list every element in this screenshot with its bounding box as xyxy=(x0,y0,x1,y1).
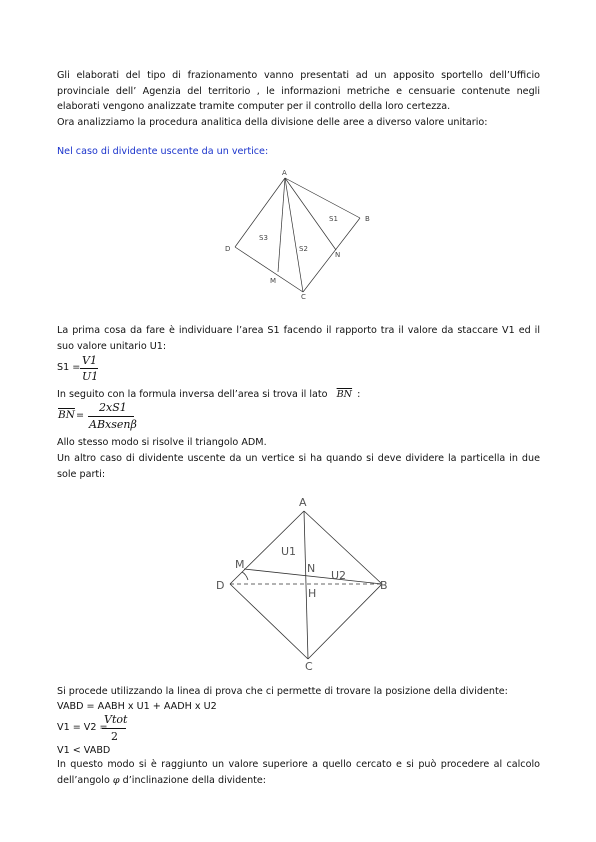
point-label-m: M xyxy=(235,558,245,571)
vertex-label-c: C xyxy=(301,293,306,300)
body-paragraph-s1: La prima cosa da fare è individuare l’area S1 facendo il rapporto tra il valore da staccare V1 ed il suo valore unitario U1: xyxy=(57,325,540,352)
conclusion-paragraph xyxy=(57,757,540,788)
vertex-label-d: D xyxy=(225,245,231,253)
inverse-formula-text xyxy=(57,388,360,402)
figure-vertex-division xyxy=(215,165,385,300)
edge-BC xyxy=(308,584,382,659)
point-label-n: N xyxy=(335,251,341,259)
inverse-formula-colon: : xyxy=(357,389,361,400)
inequality-line: V1 < VABD xyxy=(57,745,111,756)
phi-symbol: φ xyxy=(112,774,120,786)
vertex-label-d: D xyxy=(216,579,225,592)
vertex-label-b: B xyxy=(380,579,388,592)
formula-v1-v2-numerator: Vtot xyxy=(104,713,128,726)
area-label-s1: S1 xyxy=(329,215,338,223)
vertex-label-a: A xyxy=(299,496,307,509)
edge-BC xyxy=(303,218,360,292)
adm-sentence: Allo stesso modo si risolve il triangolo ADM. xyxy=(57,437,267,448)
inverse-formula-sentence: In seguito con la formula inversa dell’area si trova il lato xyxy=(57,389,328,400)
fraction-bar xyxy=(102,728,126,729)
point-label-n: N xyxy=(307,562,316,575)
vertex-label-a: A xyxy=(282,169,287,177)
intro-paragraph-2: Ora analizziamo la procedura analitica della divisione delle aree a diverso valore unitario: xyxy=(57,117,488,128)
formula-bn-numerator: 2xS1 xyxy=(99,401,127,414)
area-label-u1: U1 xyxy=(281,545,297,558)
line-AC xyxy=(285,178,303,292)
vertex-label-c: C xyxy=(305,660,313,672)
conclusion-sentence: In questo modo si è raggiunto un valore superiore a quello cercato e si può procedere al calcolo dell’angolo xyxy=(57,759,540,786)
line-AN xyxy=(285,178,336,250)
formula-bn-denominator: ABxsenβ xyxy=(89,418,137,431)
formula-bn-equals: = xyxy=(76,410,85,421)
two-parts-paragraph: Un altro caso di dividente uscente da un vertice si ha quando si deve dividere la particella in due sole parti: xyxy=(57,453,540,480)
test-line-paragraph: Si procede utilizzando la linea di prova che ci permette di trovare la posizione della dividente: xyxy=(57,686,508,697)
side-bn: $\overline{BN}$ xyxy=(336,389,353,400)
angle-arc xyxy=(242,572,248,580)
point-label-m: M xyxy=(270,277,277,285)
point-label-h: H xyxy=(308,587,317,600)
conclusion-sentence-end: d’inclinazione della dividente: xyxy=(122,774,267,786)
vertex-label-b: B xyxy=(365,215,370,223)
formula-vabd: VABD = AABH x U1 + AADH x U2 xyxy=(57,701,217,712)
intro-paragraph: Gli elaborati del tipo di frazionamento vanno presentati ad un apposito sportello dell’Ufficio provinciale dell’ Agenzia del territorio , le informazioni metriche e censuarie contenute negli elaborati vengono analizzate tramite computer per il controllo della loro certezza. xyxy=(57,70,540,113)
area-label-s2: S2 xyxy=(299,245,308,253)
formula-bn-lhs: $\overline{BN}$ xyxy=(58,409,75,421)
line-AM xyxy=(278,178,285,272)
area-label-u2: U2 xyxy=(331,569,347,582)
formula-s1-lhs: S1 = xyxy=(57,362,81,373)
figure-two-parts-division xyxy=(210,492,400,672)
area-label-s3: S3 xyxy=(259,234,268,242)
formula-s1-numerator: V1 xyxy=(82,354,97,367)
fraction-bar xyxy=(88,416,134,417)
edge-CD xyxy=(230,584,308,659)
formula-s1-denominator: U1 xyxy=(82,370,99,383)
formula-v1-v2-lhs: V1 = V2 = xyxy=(57,722,108,733)
formula-v1-v2-denominator: 2 xyxy=(111,730,118,743)
edge-DC xyxy=(235,247,303,292)
fraction-bar xyxy=(80,368,98,369)
diagonal-AC xyxy=(304,511,308,659)
edge-AB xyxy=(285,178,360,218)
section-heading: Nel caso di dividente uscente da un vertice: xyxy=(57,146,269,157)
